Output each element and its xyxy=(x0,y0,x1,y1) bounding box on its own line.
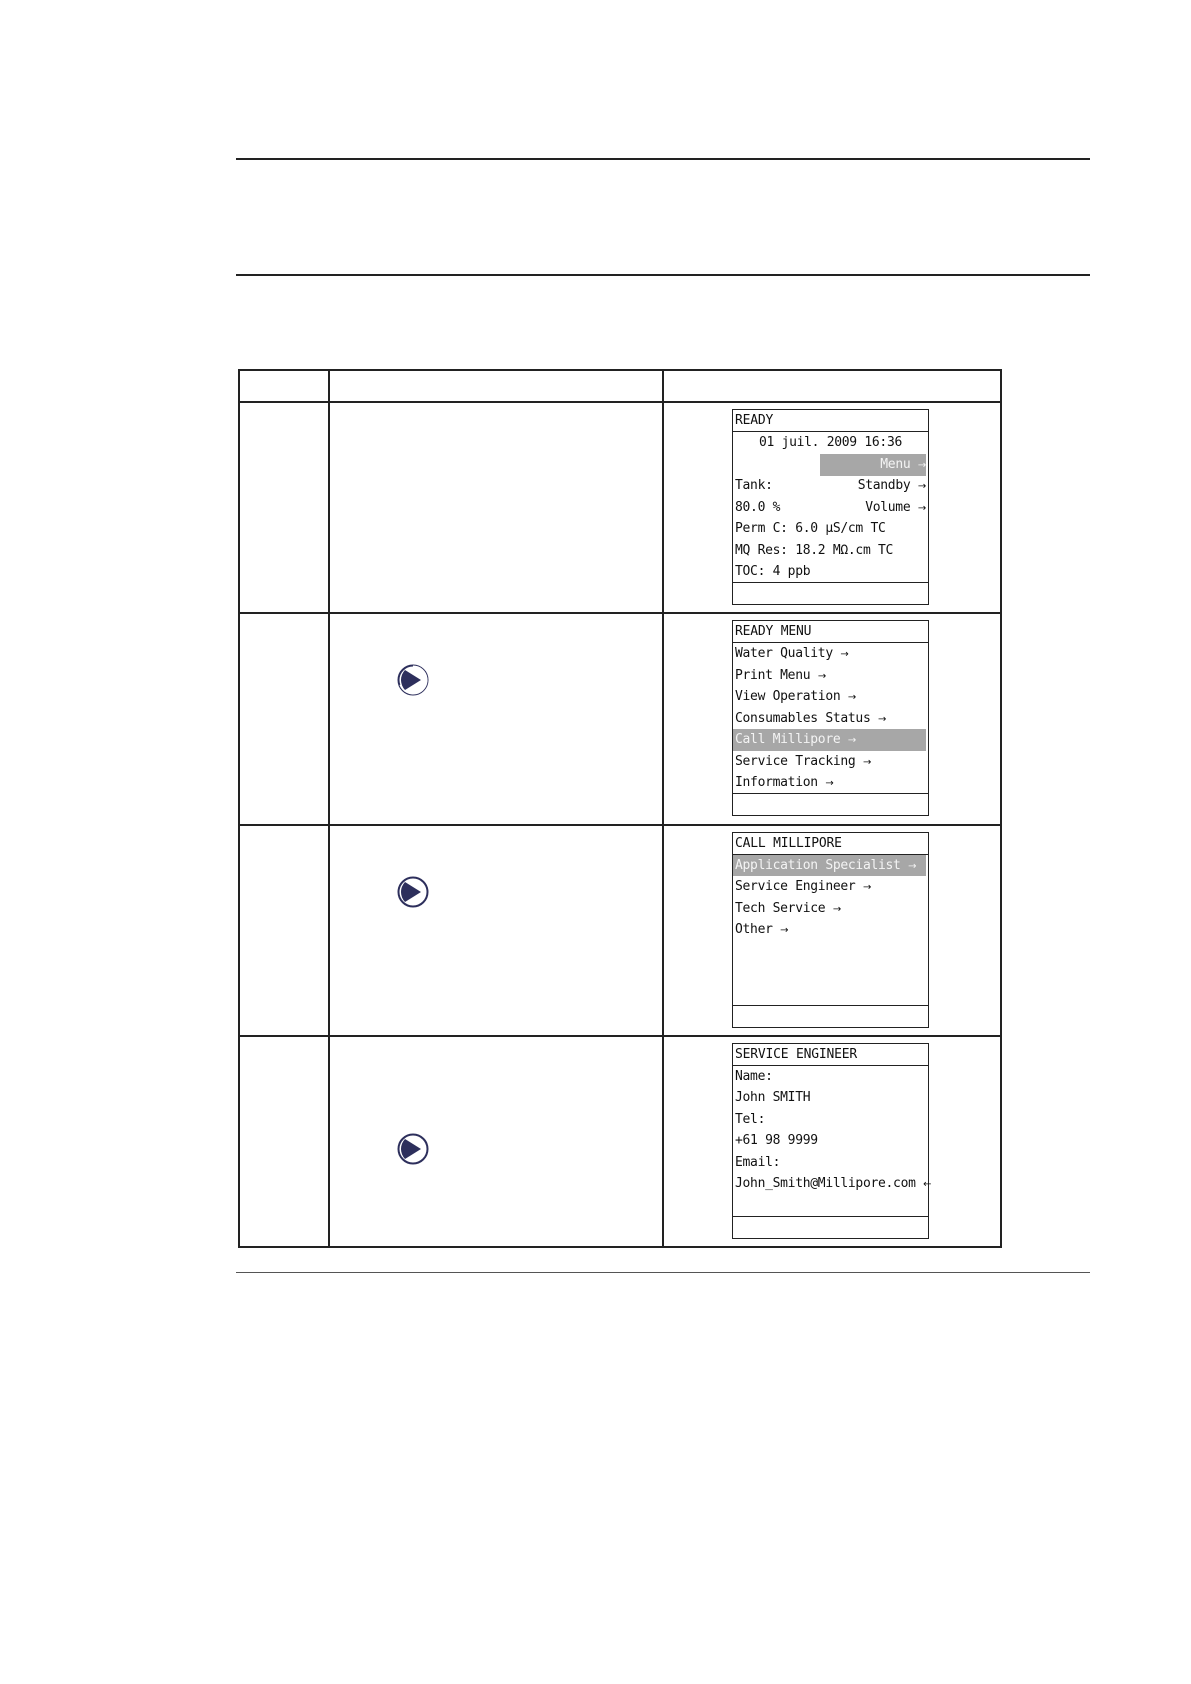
menu-item-label: Tech Service xyxy=(735,900,826,916)
menu-item-service-engineer[interactable] xyxy=(733,876,928,898)
right-arrow-icon: → xyxy=(780,925,789,936)
step-cell xyxy=(239,613,329,824)
bottom-rule xyxy=(236,1272,1090,1273)
lcd-service-engineer-screen xyxy=(732,1043,932,1239)
right-arrow-icon: → xyxy=(908,860,917,872)
right-arrow-button-icon[interactable] xyxy=(397,876,429,908)
left-arrow-icon: ← xyxy=(923,1179,932,1191)
menu-item-water-quality[interactable] xyxy=(733,643,928,665)
step-cell xyxy=(239,402,329,613)
tank-percent: 80.0 % xyxy=(735,499,781,515)
lcd-toc: TOC: 4 ppb xyxy=(735,564,811,579)
menu-item-label: Print Menu xyxy=(735,667,811,683)
menu-item-view-operation[interactable] xyxy=(733,686,928,708)
tank-label: Tank: xyxy=(735,478,773,493)
right-arrow-icon: → xyxy=(832,903,841,915)
menu-item-consumables-status[interactable] xyxy=(733,708,928,730)
lcd-footer xyxy=(733,1005,928,1027)
right-arrow-button-icon[interactable] xyxy=(397,1133,429,1165)
menu-item-label: Other xyxy=(735,922,773,937)
menu-item-label: Service Engineer xyxy=(735,879,856,894)
right-arrow-icon: → xyxy=(847,692,856,704)
table-row xyxy=(239,825,1001,1036)
right-arrow-icon: → xyxy=(862,756,872,768)
volume-label[interactable]: Volume xyxy=(865,499,911,515)
lcd-mq-res: MQ Res: 18.2 MΩ.cm TC xyxy=(735,542,894,558)
standby-label[interactable]: Standby xyxy=(857,478,911,493)
menu-item-label: Application Specialist xyxy=(735,857,901,873)
procedure-table xyxy=(238,369,1002,1248)
email-value: John_Smith@Millipore.com xyxy=(735,1176,916,1192)
lcd-footer xyxy=(733,1216,928,1238)
menu-item-service-tracking[interactable] xyxy=(733,751,928,773)
header-screen xyxy=(663,370,1001,402)
lcd-title: SERVICE ENGINEER xyxy=(733,1044,928,1066)
lcd-call-millipore-screen xyxy=(732,832,929,1028)
right-arrow-button-icon[interactable] xyxy=(397,664,429,696)
top-rule xyxy=(236,158,1090,160)
menu-item-label: Consumables Status xyxy=(735,710,871,726)
menu-item-label: Information xyxy=(735,775,818,791)
header-step xyxy=(239,370,329,402)
right-arrow-icon: → xyxy=(825,778,834,790)
email-label: Email: xyxy=(735,1154,781,1170)
table-row xyxy=(239,613,1001,824)
right-arrow-icon: → xyxy=(840,649,849,661)
lcd-ready-screen xyxy=(732,409,929,605)
step-cell xyxy=(239,825,329,1036)
lcd-footer xyxy=(733,793,928,815)
lcd-ready-menu-screen xyxy=(732,620,929,816)
menu-item-label: Call Millipore xyxy=(735,732,841,748)
tel-value: +61 98 9999 xyxy=(735,1133,818,1149)
action-cell xyxy=(329,825,663,1036)
menu-item-label: Service Tracking xyxy=(735,753,856,769)
screen-cell xyxy=(663,825,1001,1036)
action-cell xyxy=(329,402,663,613)
menu-item-label: Water Quality xyxy=(735,646,833,662)
lcd-menu-line[interactable] xyxy=(733,454,928,476)
table-row xyxy=(239,402,1001,613)
table-header-row xyxy=(239,370,1001,402)
menu-item-print-menu[interactable] xyxy=(733,665,928,687)
menu-item-call-millipore[interactable] xyxy=(733,729,926,751)
lcd-tank-line xyxy=(733,475,928,497)
right-arrow-icon: → xyxy=(878,713,887,725)
right-arrow-icon: → xyxy=(817,670,826,682)
section-rule xyxy=(236,274,1090,276)
right-arrow-icon: → xyxy=(862,882,872,893)
menu-item-label: View Operation xyxy=(735,689,841,705)
screen-cell xyxy=(663,613,1001,824)
menu-item-information[interactable] xyxy=(733,772,928,794)
right-arrow-icon: → xyxy=(917,459,926,471)
right-arrow-icon: → xyxy=(917,481,926,492)
menu-item-application-specialist[interactable] xyxy=(733,855,926,877)
menu-label[interactable]: Menu xyxy=(880,456,911,472)
table-row xyxy=(239,1036,1001,1247)
screen-cell xyxy=(663,402,1001,613)
action-cell xyxy=(329,1036,663,1247)
tel-label: Tel: xyxy=(735,1111,766,1127)
email-line xyxy=(733,1173,932,1195)
header-action xyxy=(329,370,663,402)
action-cell xyxy=(329,613,663,824)
lcd-datetime: 01 juil. 2009 16:36 xyxy=(758,435,902,450)
step-cell xyxy=(239,1036,329,1247)
name-value: John SMITH xyxy=(735,1090,811,1106)
right-arrow-icon: → xyxy=(847,735,856,747)
lcd-perm-c: Perm C: 6.0 µS/cm TC xyxy=(735,521,886,536)
name-label: Name: xyxy=(735,1068,773,1084)
lcd-volume-line xyxy=(733,497,928,519)
menu-item-tech-service[interactable] xyxy=(733,898,928,920)
screen-cell xyxy=(663,1036,1001,1247)
lcd-title: READY xyxy=(733,410,928,432)
lcd-title: READY MENU xyxy=(733,621,928,643)
menu-item-other[interactable] xyxy=(733,919,928,941)
lcd-footer xyxy=(733,582,928,604)
right-arrow-icon: → xyxy=(917,502,926,514)
lcd-title: CALL MILLIPORE xyxy=(733,833,928,855)
